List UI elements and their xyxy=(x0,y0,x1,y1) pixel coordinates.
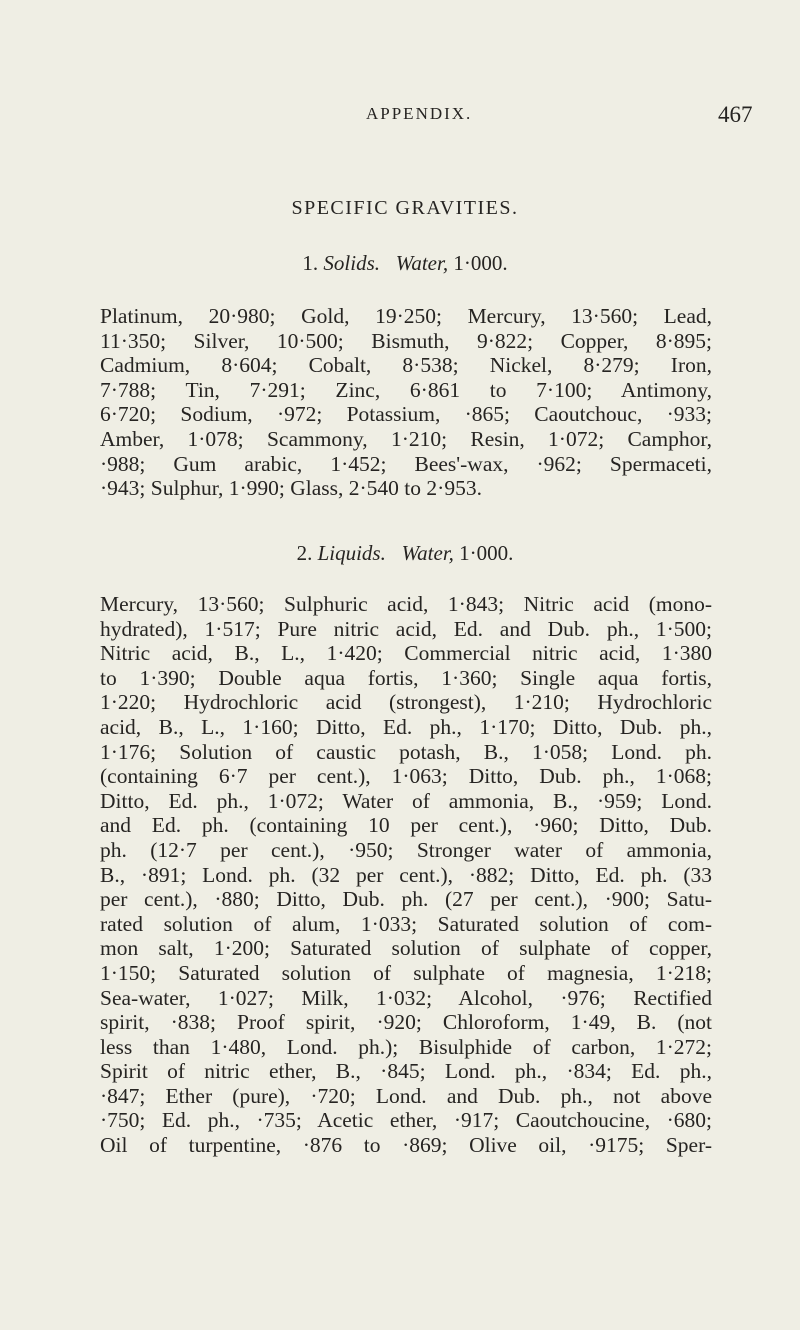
running-title: APPENDIX. xyxy=(366,104,473,123)
running-head xyxy=(0,102,800,132)
text-line: Oil of turpentine, ·876 to ·869; Olive oil, ·9175; Sper- xyxy=(100,1133,712,1158)
text-line: B., ·891; Lond. ph. (32 per cent.), ·882; Ditto, Ed. ph. (33 xyxy=(100,862,712,887)
text-line: less than 1·480, Lond. ph.); Bisulphide of carbon, 1·272; xyxy=(100,1034,712,1059)
text-line: per cent.), ·880; Ditto, Dub. ph. (27 per cent.), ·900; Satu- xyxy=(100,887,712,912)
text-line: mon salt, 1·200; Saturated solution of sulphate of copper, xyxy=(100,936,712,961)
text-line: 1·176; Solution of caustic potash, B., 1·058; Lond. ph. xyxy=(100,739,712,764)
liquids-paragraph xyxy=(100,592,712,1158)
page-number: 467 xyxy=(718,102,753,127)
text-line: ·943; Sulphur, 1·990; Glass, 2·540 to 2·953. xyxy=(100,476,482,501)
text-line: spirit, ·838; Proof spirit, ·920; Chloroform, 1·49, B. (not xyxy=(100,1010,712,1035)
text-line: Mercury, 13·560; Sulphuric acid, 1·843; Nitric acid (mono- xyxy=(100,592,712,616)
solids-paragraph xyxy=(100,304,712,501)
reference-label: Water, xyxy=(395,251,449,275)
text-line: ·750; Ed. ph., ·735; Acetic ether, ·917; Caoutchoucine, ·680; xyxy=(100,1108,712,1133)
text-line: Amber, 1·078; Scammony, 1·210; Resin, 1·072; Camphor, xyxy=(100,426,712,451)
text-line: ·847; Ether (pure), ·720; Lond. and Dub. ph., not above xyxy=(100,1083,712,1108)
text-line: hydrated), 1·517; Pure nitric acid, Ed. and Dub. ph., 1·500; xyxy=(100,616,712,641)
text-line: 11·350; Silver, 10·500; Bismuth, 9·822; Copper, 8·895; xyxy=(100,328,712,353)
text-line: 7·788; Tin, 7·291; Zinc, 6·861 to 7·100; Antimony, xyxy=(100,377,712,402)
reference-label: Water, xyxy=(401,541,454,565)
text-line: Cadmium, 8·604; Cobalt, 8·538; Nickel, 8·279; Iron, xyxy=(100,353,712,378)
text-line: and Ed. ph. (containing 10 per cent.), ·960; Ditto, Dub. xyxy=(100,813,712,838)
section-heading-solids xyxy=(0,251,800,276)
section-name: Liquids. xyxy=(317,541,386,565)
text-line: (containing 6·7 per cent.), 1·063; Ditto, Dub. ph., 1·068; xyxy=(100,764,712,789)
text-line: to 1·390; Double aqua fortis, 1·360; Single aqua fortis, xyxy=(100,665,712,690)
text-line: Sea-water, 1·027; Milk, 1·032; Alcohol, ·976; Rectified xyxy=(100,985,712,1010)
section-number: 1. xyxy=(302,251,319,275)
text-line: ·988; Gum arabic, 1·452; Bees'-wax, ·962; Spermaceti, xyxy=(100,451,712,476)
text-line: 6·720; Sodium, ·972; Potassium, ·865; Caoutchouc, ·933; xyxy=(100,402,712,427)
text-line: Spirit of nitric ether, B., ·845; Lond. ph., ·834; Ed. ph., xyxy=(100,1059,712,1084)
reference-value: 1·000. xyxy=(459,541,514,565)
page-title: SPECIFIC GRAVITIES. xyxy=(291,197,519,219)
text-line: Nitric acid, B., L., 1·420; Commercial nitric acid, 1·380 xyxy=(100,641,712,666)
reference-value: 1·000. xyxy=(453,251,508,275)
section-heading-liquids xyxy=(0,541,800,566)
text-line: Platinum, 20·980; Gold, 19·250; Mercury, 13·560; Lead, xyxy=(100,304,712,328)
text-line: acid, B., L., 1·160; Ditto, Ed. ph., 1·170; Ditto, Dub. ph., xyxy=(100,714,712,739)
section-name: Solids. xyxy=(323,251,380,275)
section-number: 2. xyxy=(296,541,313,565)
text-line: rated solution of alum, 1·033; Saturated solution of com- xyxy=(100,911,712,936)
text-line: 1·220; Hydrochloric acid (strongest), 1·210; Hydrochloric xyxy=(100,690,712,715)
text-line: Ditto, Ed. ph., 1·072; Water of ammonia, B., ·959; Lond. xyxy=(100,788,712,813)
text-line: 1·150; Saturated solution of sulphate of magnesia, 1·218; xyxy=(100,960,712,985)
text-line: ph. (12·7 per cent.), ·950; Stronger water of ammonia, xyxy=(100,837,712,862)
